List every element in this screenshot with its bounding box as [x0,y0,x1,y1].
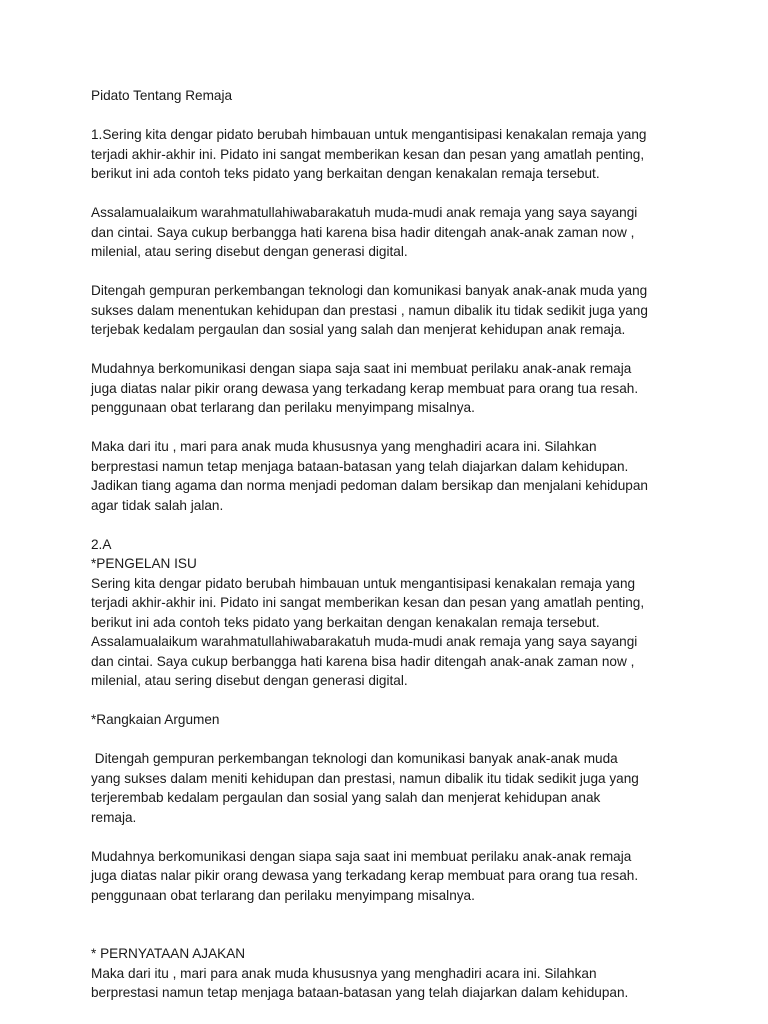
section1-intro [91,125,701,184]
text-line: Assalamualaikum warahmatullahiwabarakatuh muda-mudi anak remaja yang saya sayangi [91,205,638,220]
text-line: Assalamualaikum warahmatullahiwabarakatuh muda-mudi anak remaja yang saya sayangi [91,634,638,649]
text-line: 1.Sering kita dengar pidato berubah himbauan untuk mengantisipasi kenakalan remaja yang [91,127,647,142]
text-line: Maka dari itu , mari para anak muda khususnya yang menghadiri acara ini. Silahkan [91,439,597,454]
text-line: remaja. [91,809,137,825]
text-line: berprestasi namun tetap menjaga bataan-batasan yang telah diajarkan dalam kehidupan. [91,458,629,474]
section1-closing-paragraph [91,437,701,515]
paragraph-gap [91,925,701,945]
text-line: terjerembab kedalam pergaulan dan sosial yang salah dan menjerat kehidupan anak [91,790,601,805]
paragraph-gap [91,262,701,282]
paragraph-gap [91,184,701,204]
text-line: dan cintai. Saya cukup berbangga hati karena bisa hadir ditengah anak-anak zaman now , [91,653,635,669]
section1-greeting [91,203,701,262]
text-line: milenial, atau sering disebut dengan generasi digital. [91,244,408,259]
text-line: Ditengah gempuran perkembangan teknologi dan komunikasi banyak anak-anak muda [91,751,618,766]
section2-number: 2.A [91,536,112,552]
section2-heading-isu: *PENGELAN ISU [91,556,197,571]
paragraph-gap [91,515,701,535]
paragraph-gap [91,905,701,925]
text-line: juga diatas nalar pikir orang dewasa yang terkadang kerap membuat para orang tua resah. [91,868,639,883]
section2-argumen-tech-paragraph [91,749,701,827]
text-line: berikut ini ada contoh teks pidato yang berkaitan dengan kenakalan remaja tersebut. [91,166,600,181]
document-page [91,86,701,1003]
section2-ajakan-paragraph [91,964,701,1003]
document-title: Pidato Tentang Remaja [91,88,233,103]
paragraph-gap [91,691,701,711]
text-line: terjadi akhir-akhir ini. Pidato ini sangat memberikan kesan dan pesan yang amatlah penting, [91,595,645,610]
text-line: dan cintai. Saya cukup berbangga hati karena bisa hadir ditengah anak-anak zaman now , [91,224,635,240]
text-line: penggunaan obat terlarang dan perilaku menyimpang misalnya. [91,887,475,903]
text-line: juga diatas nalar pikir orang dewasa yang terkadang kerap membuat para orang tua resah. [91,380,639,396]
text-line: agar tidak salah jalan. [91,497,224,513]
paragraph-gap [91,340,701,360]
text-line: Sering kita dengar pidato berubah himbauan untuk mengantisipasi kenakalan remaja yang [91,575,636,591]
text-line: sukses dalam menentukan kehidupan dan prestasi , namun dibalik itu tidak sedikit juga yang [91,302,648,318]
text-line: Mudahnya berkomunikasi dengan siapa saja saat ini membuat perilaku anak-anak remaja [91,361,632,376]
paragraph-gap [91,418,701,438]
text-line: terjadi akhir-akhir ini. Pidato ini sangat memberikan kesan dan pesan yang amatlah penting, [91,146,645,162]
paragraph-gap [91,827,701,847]
text-line: Mudahnya berkomunikasi dengan siapa saja saat ini membuat perilaku anak-anak remaja [91,848,632,864]
text-line: yang sukses dalam meniti kehidupan dan prestasi, namun dibalik itu tidak sedikit juga yang [91,770,639,786]
section2-argumen-comm-paragraph [91,847,701,906]
paragraph-gap [91,730,701,750]
text-line: berikut ini ada contoh teks pidato yang berkaitan dengan kenakalan remaja tersebut. [91,614,600,630]
text-line: Ditengah gempuran perkembangan teknologi dan komunikasi banyak anak-anak muda yang [91,283,648,298]
text-line: terjebak kedalam pergaulan dan sosial yang salah dan menjerat kehidupan anak remaja. [91,322,626,337]
text-line: Jadikan tiang agama dan norma menjadi pedoman dalam bersikap dan menjalani kehidupan [91,478,648,493]
text-line: berprestasi namun tetap menjaga bataan-batasan yang telah diajarkan dalam kehidupan. [91,985,629,1000]
paragraph-gap [91,106,701,126]
text-line: Maka dari itu , mari para anak muda khususnya yang menghadiri acara ini. Silahkan [91,965,597,981]
text-line: milenial, atau sering disebut dengan generasi digital. [91,673,408,688]
section2-heading-argumen: *Rangkaian Argumen [91,712,220,727]
section1-tech-paragraph [91,281,701,340]
section2-heading-ajakan: * PERNYATAAN AJAKAN [91,946,246,961]
section2-isu-paragraph [91,574,701,691]
section1-comm-paragraph [91,359,701,418]
text-line: penggunaan obat terlarang dan perilaku menyimpang misalnya. [91,400,475,415]
